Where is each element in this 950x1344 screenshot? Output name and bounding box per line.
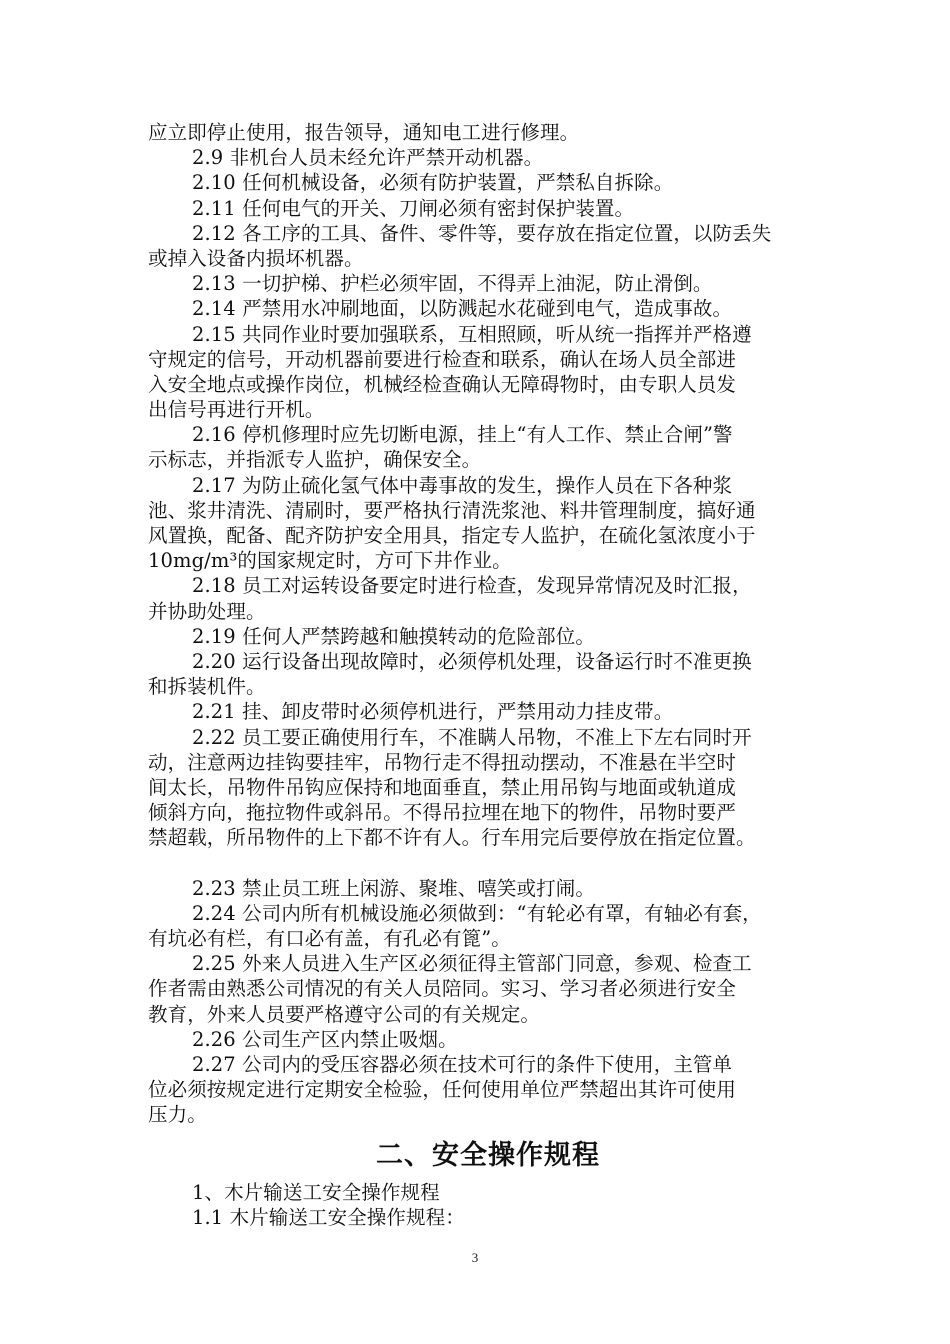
- paragraph-line: 并协助处理。: [148, 599, 266, 623]
- clause-2-27: 2.27 公司内的受压容器必须在技术可行的条件下使用，主管单: [192, 1052, 733, 1076]
- paragraph-line: 和拆装机件。: [148, 675, 266, 699]
- clause-2-26: 2.26 公司生产区内禁止吸烟。: [192, 1027, 458, 1051]
- clause-2-10: 2.10 任何机械设备，必须有防护装置，严禁私自拆除。: [192, 171, 674, 195]
- clause-2-24: 2.24 公司内所有机械设施必须做到：“有轮必有罩，有轴必有套，: [192, 901, 762, 925]
- clause-2-15: 2.15 共同作业时要加强联系，互相照顾，听从统一指挥并严格遵: [192, 322, 752, 346]
- clause-2-20: 2.20 运行设备出现故障时，必须停机处理，设备运行时不准更换: [192, 649, 752, 673]
- paragraph-line: 或掉入设备内损坏机器。: [148, 246, 364, 270]
- paragraph-line: 示标志，并指派专人监护，确保安全。: [148, 448, 482, 472]
- clause-2-14: 2.14 严禁用水冲刷地面，以防溅起水花碰到电气，造成事故。: [192, 297, 733, 321]
- clause-2-18: 2.18 员工对运转设备要定时进行检查，发现异常情况及时汇报，: [192, 574, 752, 598]
- page-number: 3: [471, 1250, 479, 1265]
- clause-2-25: 2.25 外来人员进入生产区必须征得主管部门同意，参观、检查工: [192, 952, 752, 976]
- clause-2-9: 2.9 非机台人员未经允许严禁开动机器。: [192, 146, 544, 170]
- paragraph-line: 倾斜方向，拖拉物件或斜吊。不得吊拉埋在地下的物件，吊物时要严: [148, 801, 737, 825]
- paragraph-line: 压力。: [148, 1103, 207, 1127]
- clause-2-11: 2.11 任何电气的开关、刀闸必须有密封保护装置。: [192, 196, 635, 220]
- clause-2-19: 2.19 任何人严禁跨越和触摸转动的危险部位。: [192, 624, 595, 648]
- paragraph-line: 风置换，配备、配齐防护安全用具，指定专人监护，在硫化氢浓度小于: [148, 524, 756, 547]
- paragraph-line: 应立即停止使用，报告领导，通知电工进行修理。: [148, 121, 580, 144]
- paragraph-line: 作者需由熟悉公司情况的有关人员陪同。实习、学习者必须进行安全: [148, 977, 737, 1001]
- clause-2-17: 2.17 为防止硫化氢气体中毒事故的发生，操作人员在下各种浆: [192, 473, 733, 497]
- blank-line: [148, 850, 828, 875]
- subsection-title: 1、木片输送工安全操作规程: [192, 1180, 440, 1204]
- paragraph-line: 教育，外来人员要严格遵守公司的有关规定。: [148, 1002, 541, 1026]
- paragraph-line: 10mg/m³的国家规定时，方可下井作业。: [148, 549, 512, 573]
- paragraph-line: 动，注意两边挂钩要挂牢，吊物行走不得扭动摆动，不准悬在半空时: [148, 750, 737, 774]
- clause-2-16: 2.16 停机修理时应先切断电源，挂上“有人工作、禁止合闸”警: [192, 423, 733, 447]
- clause-2-22: 2.22 员工要正确使用行车，不准瞒人吊物，不准上下左右同时开: [192, 725, 752, 749]
- clause-2-23: 2.23 禁止员工班上闲游、聚堆、嘻笑或打闹。: [192, 876, 595, 900]
- clause-2-13: 2.13 一切护梯、护栏必须牢固，不得弄上油泥，防止滑倒。: [192, 272, 713, 296]
- subsection-item: 1.1 木片输送工安全操作规程：: [192, 1205, 465, 1229]
- paragraph-line: 池、浆井清洗、清刷时，要严格执行清洗浆池、料井管理制度，搞好通: [148, 498, 756, 522]
- paragraph-line: 间太长，吊物件吊钩应保持和地面垂直，禁止用吊钩与地面或轨道成: [148, 775, 737, 799]
- page-body: [148, 120, 828, 1230]
- paragraph-line: 入安全地点或操作岗位，机械经检查确认无障碍物时，由专职人员发: [148, 372, 737, 396]
- section-heading: 二、安全操作规程: [376, 1139, 600, 1171]
- paragraph-line: 守规定的信号，开动机器前要进行检查和联系，确认在场人员全部进: [148, 347, 737, 371]
- paragraph-line: 有坑必有栏，有口必有盖，有孔必有篦”。: [148, 927, 511, 950]
- paragraph-line: 位必须按规定进行定期安全检验，任何使用单位严禁超出其许可使用: [148, 1078, 737, 1102]
- paragraph-line: 禁超载，所吊物件的上下都不许有人。行车用完后要停放在指定位置。: [148, 826, 756, 850]
- clause-2-12: 2.12 各工序的工具、备件、零件等，要存放在指定位置，以防丢失: [192, 221, 772, 245]
- clause-2-21: 2.21 挂、卸皮带时必须停机进行，严禁用动力挂皮带。: [192, 700, 674, 724]
- paragraph-line: 出信号再进行开机。: [148, 398, 325, 422]
